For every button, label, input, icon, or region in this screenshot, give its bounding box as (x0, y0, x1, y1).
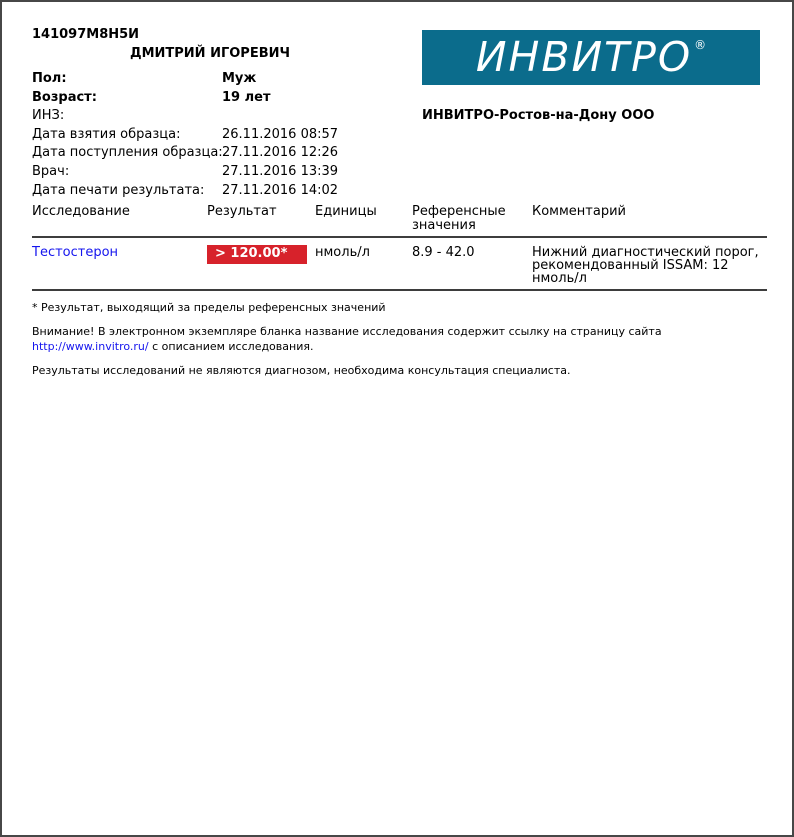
result-cell (207, 237, 315, 290)
patient-fields (32, 70, 432, 200)
test-name-link[interactable]: Тестостерон (32, 245, 119, 261)
field-row-sample-taken (32, 126, 432, 145)
invitro-logo (422, 30, 760, 85)
invitro-url-link[interactable]: http://www.invitro.ru/ (32, 340, 149, 354)
field-value: 27.11.2016 12:26 (222, 145, 339, 161)
field-value: 19 лет (222, 89, 271, 105)
field-value: Муж (222, 71, 257, 86)
attention-text-after: с описанием исследования. (148, 340, 314, 354)
comment-line-2: рекомендованный ISSAM: 12 нмоль/л (532, 258, 729, 287)
field-label: Пол: (32, 71, 67, 86)
result-value-badge: > 120.00* (207, 245, 307, 264)
field-value: 27.11.2016 14:02 (222, 182, 339, 198)
footnote-attention (32, 324, 780, 354)
field-label: ИНЗ: (32, 108, 65, 124)
comment-line-1: Нижний диагностический порог, (532, 245, 759, 261)
field-row-sex (32, 70, 432, 89)
field-label: Возраст: (32, 89, 97, 105)
registered-trademark-icon: ® (694, 38, 707, 52)
field-label: Дата взятия образца: (32, 126, 181, 142)
field-row-inz (32, 107, 432, 126)
column-header-units: Единицы (315, 201, 412, 237)
units-cell: нмоль/л (315, 237, 412, 290)
reference-cell: 8.9 - 42.0 (412, 237, 532, 290)
org-name: ИНВИТРО-Ростов-на-Дону ООО (422, 108, 655, 123)
field-row-doctor (32, 163, 432, 182)
field-row-print-date (32, 182, 432, 201)
column-header-test: Исследование (32, 201, 207, 237)
field-value: 26.11.2016 08:57 (222, 126, 339, 142)
column-header-result: Результат (207, 201, 315, 237)
footnote-out-of-range: * Результат, выходящий за пределы референсных значений (32, 301, 386, 315)
field-row-sample-received (32, 144, 432, 163)
column-header-reference: Референсные значения (412, 201, 532, 237)
attention-text-before: Внимание! В электронном экземпляре бланка название исследования содержит ссылку на страницу сайта (32, 325, 662, 339)
table-row (32, 237, 767, 290)
column-header-comment: Комментарий (532, 201, 767, 237)
field-value: 27.11.2016 13:39 (222, 163, 339, 179)
test-name-cell (32, 237, 207, 290)
field-label: Дата печати результата: (32, 182, 205, 198)
field-row-age (32, 89, 432, 108)
results-header-row (32, 201, 767, 237)
comment-cell (532, 237, 767, 290)
invitro-logo-text: ИНВИТРО (475, 33, 693, 81)
patient-name: ДМИТРИЙ ИГОРЕВИЧ (130, 46, 290, 61)
footnote-disclaimer: Результаты исследований не являются диагнозом, необходима консультация специалиста. (32, 364, 571, 378)
field-label: Дата поступления образца: (32, 145, 223, 161)
field-label: Врач: (32, 163, 70, 179)
patient-id: 141097М8Н5И (32, 27, 140, 42)
results-table (32, 201, 767, 291)
